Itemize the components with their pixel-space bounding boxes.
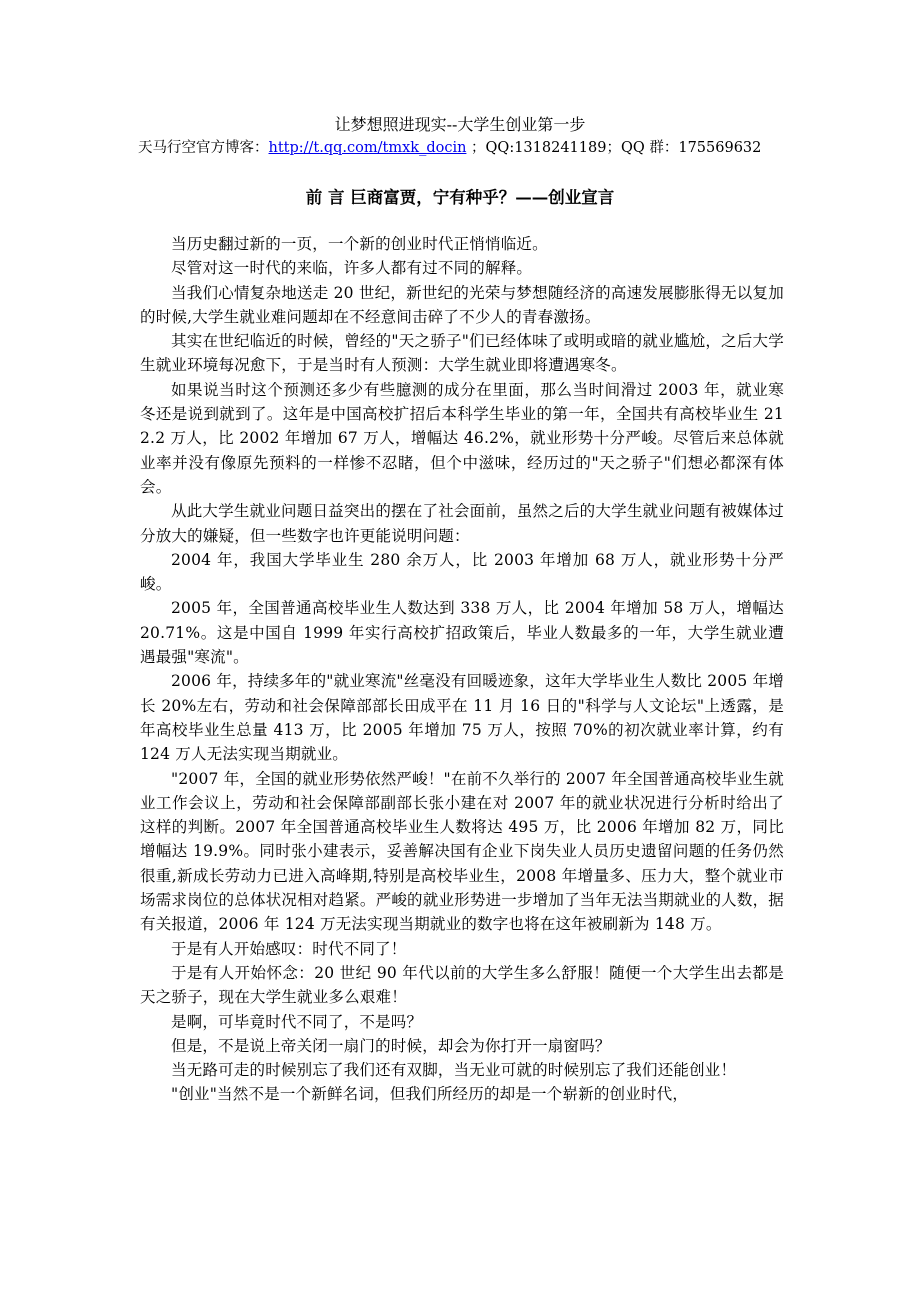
preface-heading: 前 言 巨商富贾，宁有种乎？——创业宣言 [305, 188, 615, 207]
paragraph: 如果说当时这个预测还多少有些臆测的成分在里面，那么当时间滑过 2003 年，就业寒冬还是说到就到了。这年是中国高校扩招后本科学生毕业的第一年，全国共有高校毕业生 212.2 万人，比 2002 年增加 67 万人，增幅达 46.2%，就业形势十分严峻。尽管后来总体就业率并没有像原先预料的一样惨不忍睹，但个中滋味，经历过的"天之骄子"们想必都深有体会。 [140, 380, 784, 496]
qq-contact: ；QQ:1318241189；QQ 群：175569632 [466, 140, 762, 156]
paragraph: 其实在世纪临近的时候，曾经的"天之骄子"们已经体味了或明或暗的就业尴尬，之后大学生就业环境每况愈下，于是当时有人预测：大学生就业即将遭遇寒冬。 [140, 332, 784, 375]
paragraph: 当历史翻过新的一页，一个新的创业时代正悄悄临近。 [171, 235, 548, 253]
blog-link[interactable]: http://t.qq.com/tmxk_docin [268, 140, 467, 156]
document-title: 让梦想照进现实--大学生创业第一步 [334, 115, 586, 134]
paragraph: "创业"当然不是一个新鲜名词，但我们所经历的却是一个崭新的创业时代， [171, 1085, 689, 1104]
blog-info-line [138, 138, 761, 158]
preface-body [140, 232, 784, 1107]
paragraph: 尽管对这一时代的来临，许多人都有过不同的解释。 [171, 259, 533, 278]
paragraph: 2004 年，我国大学毕业生 280 余万人，比 2003 年增加 68 万人，就业形势十分严峻。 [140, 550, 784, 594]
paragraph: 是啊，可毕竟时代不同了，不是吗？ [171, 1012, 423, 1031]
paragraph: 但是，不是说上帝关闭一扇门的时候，却会为你打开一扇窗吗？ [171, 1036, 611, 1055]
blog-label: 天马行空官方博客： [138, 140, 269, 156]
paragraph: 当无路可走的时候别忘了我们还有双脚，当无业可就的时候别忘了我们还能创业！ [171, 1061, 737, 1080]
paragraph: 当我们心情复杂地送走 20 世纪，新世纪的光荣与梦想随经济的高速发展膨胀得无以复加的时候,大学生就业难问题却在不经意间击碎了不少人的青春激扬。 [140, 283, 784, 326]
paragraph: 于是有人开始感叹：时代不同了！ [171, 939, 407, 958]
paragraph: 2006 年，持续多年的"就业寒流"丝毫没有回暖迹象，这年大学毕业生人数比 2005 年增长 20%左右，劳动和社会保障部部长田成平在 11 月 16 日的"科学与人文论坛"上透露，是年高校毕业生总量 413 万，比 2005 年增加 75 万人，按照 70%的初次就业率计算，约有 124 万人无法实现当期就业。 [140, 672, 784, 764]
paragraph: 2005 年，全国普通高校毕业生人数达到 338 万人，比 2004 年增加 58 万人，增幅达 20.71%。这是中国自 1999 年实行高校扩招政策后，毕业人数最多的一年，大学生就业遭遇最强"寒流"。 [140, 599, 784, 667]
paragraph: 于是有人开始怀念：20 世纪 90 年代以前的大学生多么舒服！随便一个大学生出去都是天之骄子，现在大学生就业多么艰难！ [140, 963, 784, 1007]
paragraph: "2007 年，全国的就业形势依然严峻！"在前不久举行的 2007 年全国普通高校毕业生就业工作会议上，劳动和社会保障部副部长张小建在对 2007 年的就业状况进行分析时给出了这样的判断。2007 年全国普通高校毕业生人数将达 495 万，比 2006 年增加 82 万，同比增幅达 19.9%。同时张小建表示，妥善解决国有企业下岗失业人员历史遗留问题的任务仍然很重,新成长劳动力已进入高峰期,特别是高校毕业生，2008 年增量多、压力大，整个就业市场需求岗位的总体状况相对趋紧。严峻的就业形势进一步增加了当年无法当期就业的人数，据有关报道，2006 年 124 万无法实现当期就业的数字也将在这年被刷新为 148 万。 [140, 769, 784, 934]
paragraph: 从此大学生就业问题日益突出的摆在了社会面前，虽然之后的大学生就业问题有被媒体过分放大的嫌疑，但一些数字也许更能说明问题： [140, 502, 784, 545]
